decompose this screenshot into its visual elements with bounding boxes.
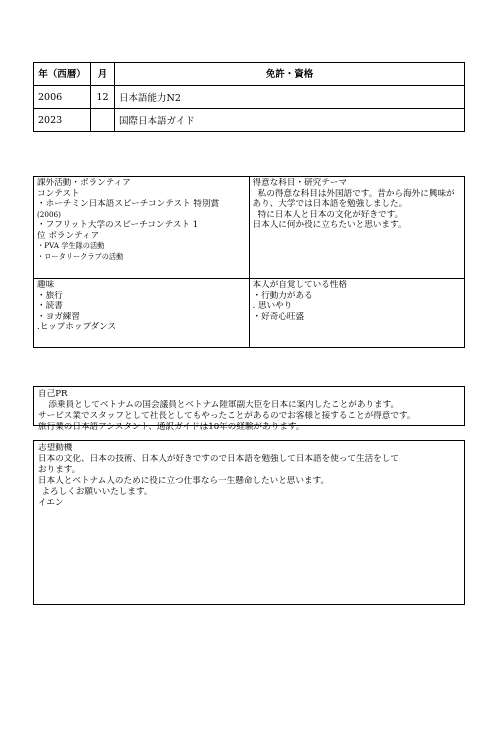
activities-line: ・フフリット大学のスピーチコンテスト 1 [37, 220, 199, 230]
hobbies-line: ・読書 [37, 301, 63, 311]
personality-cell [249, 279, 465, 348]
table-row [34, 109, 465, 132]
personality-title: 本人が自覚している性格 [252, 280, 348, 290]
hobbies-title: 趣味 [37, 280, 55, 290]
hobbies-line: ・旅行 [37, 290, 63, 301]
month-header: 月 [91, 63, 115, 86]
profile-grid [33, 176, 465, 348]
activities-line: ・ホーチミン日本語スピーチコンテスト 特別賞 [37, 199, 220, 209]
month-cell [91, 109, 115, 132]
motive-signature: イエン [38, 498, 64, 508]
self-pr-line: 添乗員としてベトナムの国会議員とベトナム陸軍副大臣を日本に案内したことがあります。 [48, 400, 400, 410]
activities-line: コンテスト [37, 188, 80, 199]
month-cell: 12 [91, 86, 115, 109]
self-pr-box [33, 386, 465, 432]
subjects-body: 私の得意な科目は外国語です。昔から海外に興味があり、大学では日本語を勉強しました。 [252, 188, 455, 209]
license-name-cell: 国際日本語ガイド [115, 109, 465, 132]
year-header: 年（西暦） [34, 63, 91, 86]
motive-line: 日本人とベトナム人のために役に立つ仕事なら一生懸命したいと思います。 [38, 476, 330, 486]
title-header: 免許・資格 [115, 63, 465, 86]
personality-line: . 思いやり [252, 301, 293, 311]
self-pr-line: 旅行業の日本語アシスタント、通訳ガイドは10年の経験があります。 [38, 422, 305, 432]
subjects-title: 得意な科目・研究テーマ [252, 178, 348, 188]
hobbies-line: ・ヨガ練習 [37, 311, 80, 322]
motive-line: よろしくお願いいたします。 [41, 487, 153, 497]
year-cell: 2023 [34, 109, 91, 132]
hobbies-cell [34, 279, 250, 348]
personality-line: ・行動力がある [252, 290, 313, 301]
self-pr-title: 自己PR [38, 389, 68, 399]
activities-line: ・ロータリークラブの活動 [37, 251, 124, 261]
subjects-line: 日本人に何か役に立ちたいと思います。 [252, 220, 407, 230]
license-table [33, 62, 465, 132]
license-header-row [34, 63, 465, 86]
activities-title: 課外活動・ボランティア [37, 178, 131, 188]
table-row [34, 86, 465, 109]
activities-line: (2006) [37, 209, 61, 219]
personality-line: ・好奇心旺盛 [252, 311, 305, 322]
activities-line: 位 ボランティア [37, 230, 100, 241]
motive-line: おります。 [38, 465, 81, 475]
motive-title: 志望動機 [38, 443, 73, 453]
activities-line: ・PVA 学生隊の活動 [37, 241, 105, 250]
year-cell: 2006 [34, 86, 91, 109]
activities-cell [34, 177, 250, 279]
self-pr-line: サービス業でスタッフとして社長としてもやったことがあるのでお客様と接することが得意です。 [38, 411, 416, 421]
hobbies-line: .ヒップホップダンス [37, 322, 117, 332]
subjects-line: 特に日本人と日本の文化が好きです。 [257, 209, 404, 220]
license-name-cell: 日本語能力N2 [115, 86, 465, 109]
subjects-cell [249, 177, 465, 279]
motive-line: 日本の文化、日本の技術、日本人が好きですので日本語を勉強して日本語を使って生活をして [38, 454, 399, 464]
motive-box [33, 440, 465, 605]
